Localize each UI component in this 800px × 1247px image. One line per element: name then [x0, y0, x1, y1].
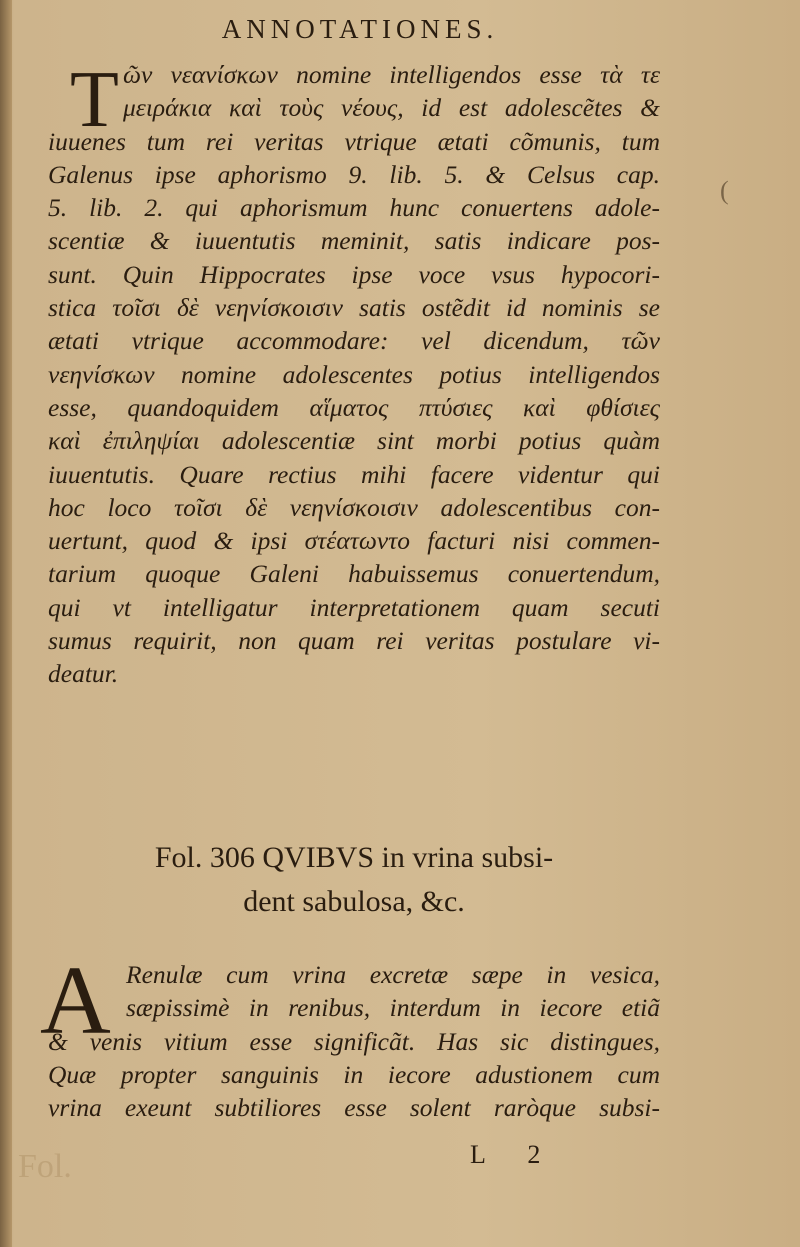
text-line: Galenus ipse aphorismo 9. lib. 5. & Celsus cap. — [48, 159, 660, 189]
text-line: μειράκια καὶ τοὺς νέους, id est adolescẽtes & — [123, 93, 660, 123]
text-line: Quæ propter sanguinis in iecore adustionem cum — [48, 1059, 660, 1089]
text-line: scentiæ & iuuentutis meminit, satis indicare pos- — [48, 226, 660, 256]
text-line: hoc loco τοῖσι δὲ νεηνίσκοισιν adolescentibus con- — [48, 492, 660, 522]
text-line: tarium quoque Galeni habuissemus conuertendum, — [48, 559, 660, 589]
annotation-body — [48, 58, 660, 691]
text-line: ῶν νεανίσκων nomine intelligendos esse τὰ τε — [123, 60, 660, 89]
annotation-drop-cap: T — [70, 56, 119, 144]
text-line: νεηνίσκων nomine adolescentes potius intelligendos — [48, 359, 660, 389]
heading-line: dent sabulosa, &c. — [243, 885, 465, 918]
text-line: & venis vitium esse significãt. Has sic distingues, — [48, 1026, 660, 1056]
text-line: qui vt intelligatur interpretationem quam secuti — [48, 592, 660, 622]
text-line: 5. lib. 2. qui aphorismum hunc conuertens adole- — [48, 193, 660, 223]
running-head: ANNOTATIONES. — [221, 14, 499, 44]
text-line: esse, quandoquidem αἵματος πτύσιες καὶ φθίσιες — [48, 392, 660, 422]
signature-mark: L 2 — [470, 1140, 559, 1169]
text-line: καὶ ἐπιληψίαι adolescentiæ sint morbi potius quàm — [48, 426, 660, 456]
section-body — [48, 958, 660, 1124]
text-line: Renulæ cum vrina excretæ sæpe in vesica, — [126, 960, 660, 989]
heading-line: Fol. 306 QVIBVS in vrina subsi- — [154, 841, 554, 874]
section-heading — [48, 836, 660, 924]
text-line: iuuentutis. Quare rectius mihi facere videntur qui — [48, 459, 660, 489]
margin-bracket: ( — [720, 176, 729, 205]
text-line: stica τοῖσι δὲ νεηνίσκοισιν satis ostẽdit id nominis se — [48, 293, 660, 323]
text-line: vrina exeunt subtiliores esse solent raròque subsi- — [48, 1093, 660, 1123]
text-line: sumus requirit, non quam rei veritas postulare vi- — [48, 626, 660, 656]
text-line: deatur. — [48, 659, 119, 689]
page-spine-shadow — [0, 0, 12, 1247]
text-line: sunt. Quin Hippocrates ipse voce vsus hypocori- — [48, 259, 660, 289]
text-line: uertunt, quod & ipsi στέατωντο facturi nisi commen- — [48, 526, 660, 556]
section-drop-cap: A — [40, 947, 111, 1055]
text-line: iuuenes tum rei veritas vtrique ætati cõmunis, tum — [48, 126, 660, 156]
bleed-through-text: Fol. — [18, 1148, 72, 1185]
text-line: sæpissimè in renibus, interdum in iecore etiã — [126, 993, 660, 1023]
text-line: ætati vtrique accommodare: vel dicendum, τῶν — [48, 326, 660, 356]
